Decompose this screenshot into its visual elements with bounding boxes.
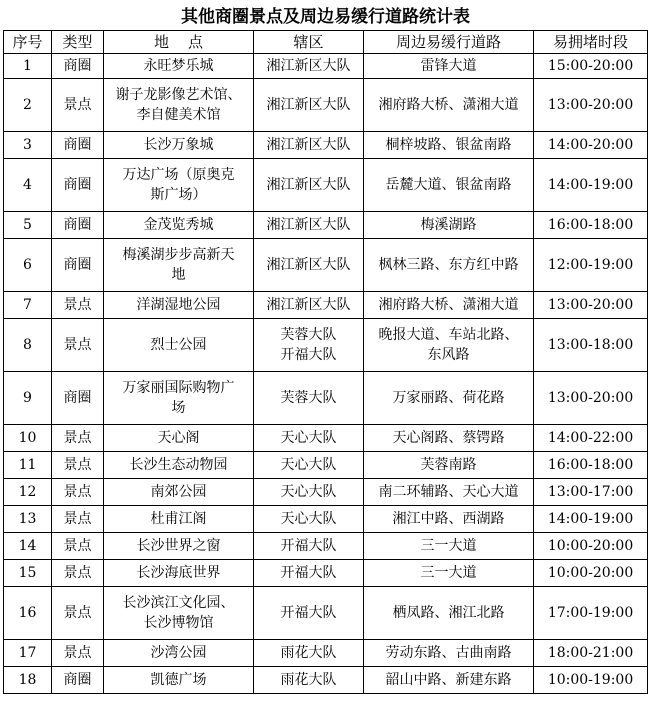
table-row — [4, 159, 648, 212]
table-row — [4, 425, 648, 452]
header-cell-district: 辖区 — [254, 31, 364, 54]
cell-location: 长沙世界之窗 — [104, 533, 254, 560]
cell-type: 景点 — [52, 479, 104, 506]
cell-roads: 湘府路大桥、潇湘大道 — [364, 79, 534, 132]
table-row — [4, 372, 648, 425]
cell-type: 景点 — [52, 506, 104, 533]
cell-time: 18:00-21:00 — [534, 640, 648, 667]
cell-time: 13:00-20:00 — [534, 79, 648, 132]
cell-roads: 南二环辅路、天心大道 — [364, 479, 534, 506]
cell-district: 雨花大队 — [254, 640, 364, 667]
cell-type: 景点 — [52, 560, 104, 587]
cell-time: 16:00-18:00 — [534, 452, 648, 479]
cell-location: 梅溪湖步步高新天 地 — [104, 239, 254, 292]
table-row — [4, 319, 648, 372]
cell-location: 杜甫江阁 — [104, 506, 254, 533]
cell-index: 10 — [4, 425, 52, 452]
cell-index: 13 — [4, 506, 52, 533]
cell-time: 14:00-19:00 — [534, 506, 648, 533]
cell-roads: 晚报大道、车站北路、 东风路 — [364, 319, 534, 372]
header-row — [4, 31, 648, 54]
table-row — [4, 292, 648, 319]
cell-location: 沙湾公园 — [104, 640, 254, 667]
cell-time: 10:00-19:00 — [534, 667, 648, 694]
cell-type: 景点 — [52, 587, 104, 640]
cell-index: 18 — [4, 667, 52, 694]
cell-location: 长沙生态动物园 — [104, 452, 254, 479]
cell-type: 景点 — [52, 452, 104, 479]
cell-location: 洋湖湿地公园 — [104, 292, 254, 319]
cell-district: 芙蓉大队 开福大队 — [254, 319, 364, 372]
cell-roads: 芙蓉南路 — [364, 452, 534, 479]
cell-district: 雨花大队 — [254, 667, 364, 694]
cell-roads: 天心阁路、蔡锷路 — [364, 425, 534, 452]
cell-location: 万达广场（原奥克 斯广场） — [104, 159, 254, 212]
statistics-table — [3, 4, 648, 694]
cell-district: 天心大队 — [254, 452, 364, 479]
table-row — [4, 560, 648, 587]
cell-location: 长沙万象城 — [104, 132, 254, 159]
cell-index: 15 — [4, 560, 52, 587]
cell-type: 商圈 — [52, 372, 104, 425]
cell-time: 12:00-19:00 — [534, 239, 648, 292]
cell-index: 2 — [4, 79, 52, 132]
cell-location: 永旺梦乐城 — [104, 54, 254, 79]
cell-time: 13:00-17:00 — [534, 479, 648, 506]
cell-type: 商圈 — [52, 159, 104, 212]
cell-type: 商圈 — [52, 54, 104, 79]
cell-location: 万家丽国际购物广 场 — [104, 372, 254, 425]
cell-index: 17 — [4, 640, 52, 667]
cell-roads: 韶山中路、新建东路 — [364, 667, 534, 694]
cell-roads: 雷锋大道 — [364, 54, 534, 79]
cell-district: 湘江新区大队 — [254, 54, 364, 79]
cell-index: 1 — [4, 54, 52, 79]
cell-location: 谢子龙影像艺术馆、 李自健美术馆 — [104, 79, 254, 132]
table-row — [4, 239, 648, 292]
table-row — [4, 587, 648, 640]
cell-district: 天心大队 — [254, 425, 364, 452]
cell-index: 8 — [4, 319, 52, 372]
cell-type: 景点 — [52, 319, 104, 372]
cell-type: 景点 — [52, 533, 104, 560]
cell-district: 湘江新区大队 — [254, 159, 364, 212]
cell-type: 景点 — [52, 292, 104, 319]
cell-roads: 梅溪湖路 — [364, 212, 534, 239]
cell-index: 14 — [4, 533, 52, 560]
cell-location: 金茂览秀城 — [104, 212, 254, 239]
cell-time: 10:00-20:00 — [534, 533, 648, 560]
cell-district: 湘江新区大队 — [254, 132, 364, 159]
header-cell-roads: 周边易缓行道路 — [364, 31, 534, 54]
cell-district: 开福大队 — [254, 560, 364, 587]
cell-district: 湘江新区大队 — [254, 292, 364, 319]
cell-index: 7 — [4, 292, 52, 319]
cell-time: 14:00-19:00 — [534, 159, 648, 212]
table-row — [4, 667, 648, 694]
table-row — [4, 54, 648, 79]
cell-location: 长沙滨江文化园、 长沙博物馆 — [104, 587, 254, 640]
cell-time: 14:00-22:00 — [534, 425, 648, 452]
cell-time: 13:00-20:00 — [534, 292, 648, 319]
cell-district: 湘江新区大队 — [254, 79, 364, 132]
cell-index: 16 — [4, 587, 52, 640]
cell-type: 景点 — [52, 425, 104, 452]
header-cell-location: 地 点 — [104, 31, 254, 54]
cell-index: 5 — [4, 212, 52, 239]
cell-index: 3 — [4, 132, 52, 159]
cell-time: 13:00-18:00 — [534, 319, 648, 372]
cell-roads: 岳麓大道、银盆南路 — [364, 159, 534, 212]
cell-roads: 三一大道 — [364, 533, 534, 560]
cell-district: 天心大队 — [254, 506, 364, 533]
header-cell-time: 易拥堵时段 — [534, 31, 648, 54]
cell-time: 17:00-19:00 — [534, 587, 648, 640]
cell-roads: 桐梓坡路、银盆南路 — [364, 132, 534, 159]
cell-roads: 枫林三路、东方红中路 — [364, 239, 534, 292]
table-title: 其他商圈景点及周边易缓行道路统计表 — [181, 7, 471, 27]
cell-location: 烈士公园 — [104, 319, 254, 372]
cell-location: 天心阁 — [104, 425, 254, 452]
cell-time: 13:00-20:00 — [534, 372, 648, 425]
table-row — [4, 212, 648, 239]
cell-district: 芙蓉大队 — [254, 372, 364, 425]
cell-index: 9 — [4, 372, 52, 425]
table-row — [4, 452, 648, 479]
cell-index: 6 — [4, 239, 52, 292]
table-row — [4, 79, 648, 132]
table-row — [4, 506, 648, 533]
cell-type: 商圈 — [52, 212, 104, 239]
table-row — [4, 479, 648, 506]
cell-type: 景点 — [52, 79, 104, 132]
cell-time: 15:00-20:00 — [534, 54, 648, 79]
cell-roads: 湘府路大桥、潇湘大道 — [364, 292, 534, 319]
cell-roads: 湘江中路、西湖路 — [364, 506, 534, 533]
cell-location: 南郊公园 — [104, 479, 254, 506]
cell-time: 14:00-20:00 — [534, 132, 648, 159]
cell-district: 湘江新区大队 — [254, 239, 364, 292]
cell-district: 天心大队 — [254, 479, 364, 506]
cell-roads: 万家丽路、荷花路 — [364, 372, 534, 425]
header-cell-type: 类型 — [52, 31, 104, 54]
cell-district: 湘江新区大队 — [254, 212, 364, 239]
cell-time: 10:00-20:00 — [534, 560, 648, 587]
table-row — [4, 640, 648, 667]
cell-type: 商圈 — [52, 667, 104, 694]
cell-roads: 劳动东路、古曲南路 — [364, 640, 534, 667]
cell-roads: 三一大道 — [364, 560, 534, 587]
cell-location: 凯德广场 — [104, 667, 254, 694]
cell-roads: 栖凤路、湘江北路 — [364, 587, 534, 640]
table-row — [4, 533, 648, 560]
cell-district: 开福大队 — [254, 533, 364, 560]
cell-time: 16:00-18:00 — [534, 212, 648, 239]
cell-type: 商圈 — [52, 239, 104, 292]
cell-index: 4 — [4, 159, 52, 212]
cell-location: 长沙海底世界 — [104, 560, 254, 587]
cell-type: 景点 — [52, 640, 104, 667]
cell-district: 开福大队 — [254, 587, 364, 640]
cell-type: 商圈 — [52, 132, 104, 159]
cell-index: 11 — [4, 452, 52, 479]
table-row — [4, 132, 648, 159]
header-cell-index: 序号 — [4, 31, 52, 54]
cell-index: 12 — [4, 479, 52, 506]
